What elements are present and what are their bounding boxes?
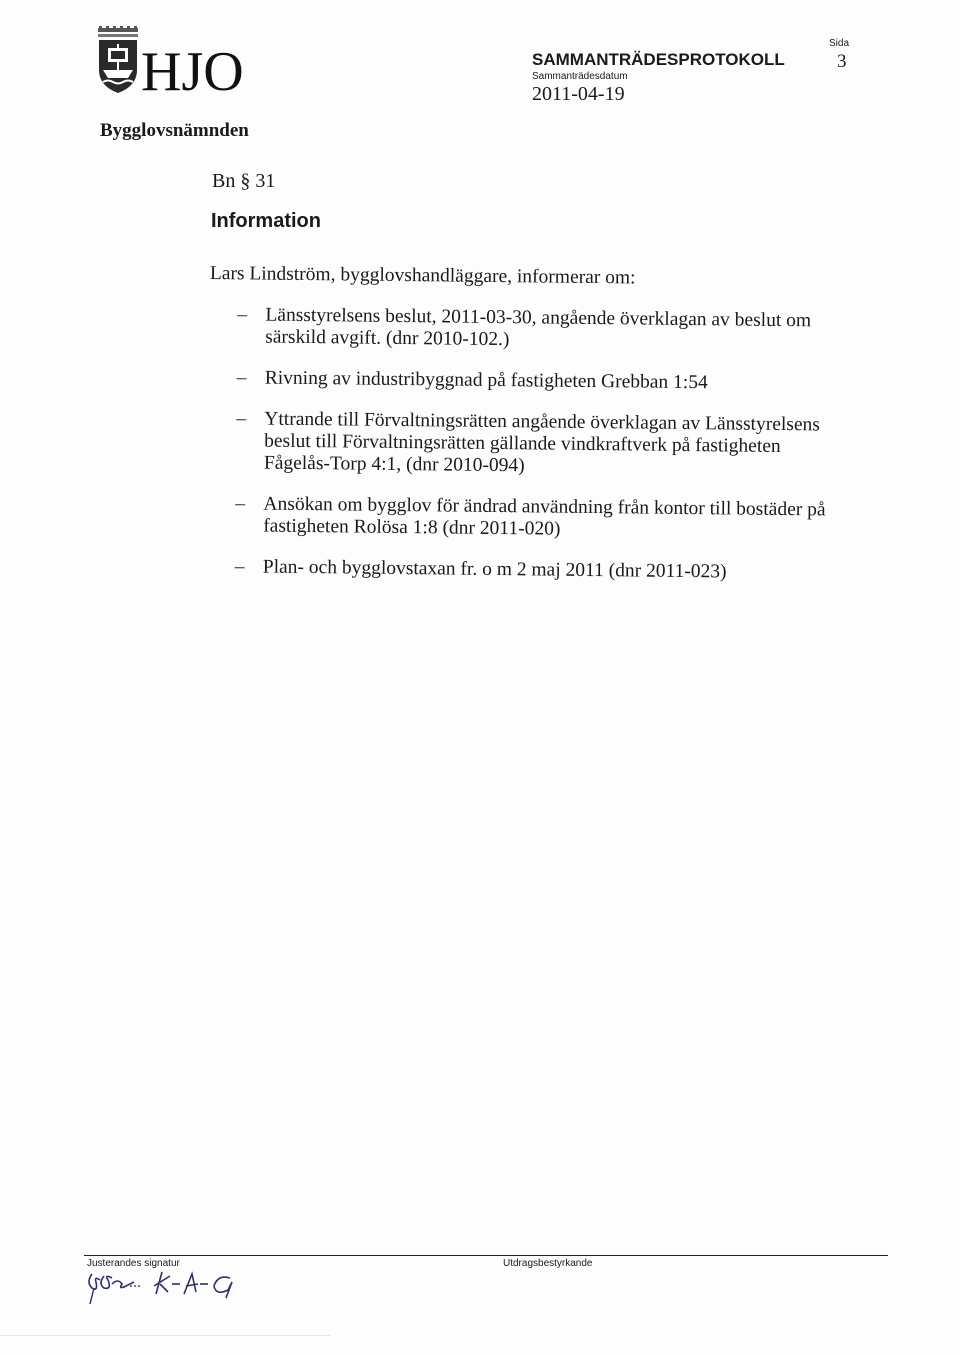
extract-certification-label: Utdragsbestyrkande bbox=[503, 1258, 593, 1269]
page-label: Sida bbox=[829, 38, 850, 49]
list-item bbox=[208, 408, 849, 481]
list-item-text: Yttrande till Förvaltningsrätten angående överklagan av Länsstyrelsens beslut till Förvaltningsrätten gällande vindkraftverk på fastigheten Fågelås-Torp 4:1, (dnr 2010-094) bbox=[263, 408, 821, 477]
information-list bbox=[207, 304, 850, 585]
municipality-logo bbox=[97, 26, 257, 103]
handwritten-signature bbox=[84, 1262, 254, 1308]
list-item bbox=[209, 367, 849, 396]
list-dash: – bbox=[237, 304, 248, 326]
section-title: Information bbox=[211, 210, 321, 232]
logo-text: HJO bbox=[141, 41, 244, 103]
signature-label: Justerandes signatur bbox=[87, 1258, 180, 1269]
list-item-text: Ansökan om bygglov för ändrad användning från kontor till bostäder på fastigheten Rolösa 1:8 (dnr 2011-020) bbox=[263, 493, 826, 540]
section-body bbox=[207, 263, 850, 604]
list-dash: – bbox=[235, 493, 246, 515]
document-type: SAMMANTRÄDESPROTOKOLL bbox=[532, 50, 785, 69]
list-dash: – bbox=[236, 367, 247, 389]
list-item bbox=[207, 493, 847, 544]
section-number: Bn § 31 bbox=[212, 170, 276, 192]
ship-crest-icon bbox=[97, 26, 139, 94]
list-item-text: Länsstyrelsens beslut, 2011-03-30, angående överklagan av beslut om särskild avgift. (dnr 2010-102.) bbox=[265, 304, 812, 351]
page-number: 3 bbox=[837, 51, 847, 72]
list-dash: – bbox=[236, 408, 247, 430]
list-item-text: Plan- och bygglovstaxan fr. o m 2 maj 2011 (dnr 2011-023) bbox=[262, 556, 727, 583]
intro-paragraph: Lars Lindström, bygglovshandläggare, informerar om: bbox=[209, 263, 636, 289]
meeting-date-label: Sammanträdesdatum bbox=[532, 71, 628, 82]
list-item-text: Rivning av industribyggnad på fastigheten Grebban 1:54 bbox=[264, 367, 708, 394]
list-dash: – bbox=[234, 556, 245, 578]
meeting-date: 2011-04-19 bbox=[532, 83, 625, 105]
list-item bbox=[207, 556, 847, 585]
footer-divider bbox=[84, 1255, 888, 1256]
scan-edge-line bbox=[0, 1335, 330, 1336]
list-item bbox=[209, 304, 849, 355]
committee-name: Bygglovsnämnden bbox=[100, 120, 249, 141]
